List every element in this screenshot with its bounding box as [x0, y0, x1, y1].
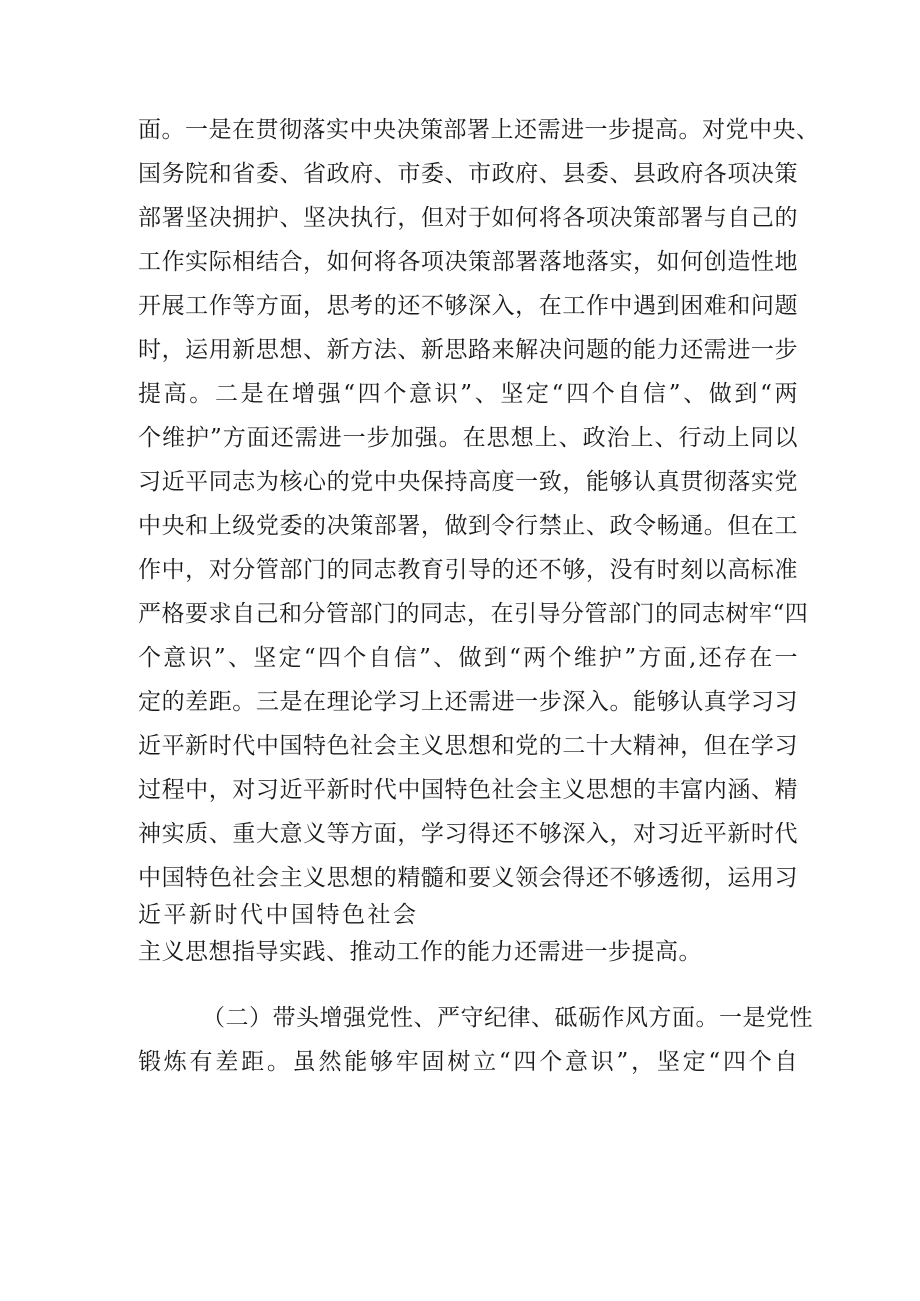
text-line: 定的差距。三是在理论学习上还需进一步深入。能够认真学习习 [138, 689, 798, 715]
text-line: 个维护”方面还需进一步加强。在思想上、政治上、行动上同以 [138, 425, 798, 451]
text-line: 习近平同志为核心的党中央保持高度一致，能够认真贯彻落实党 [138, 469, 798, 495]
text-line: 主义思想指导实践、推动工作的能力还需进一步提高。 [138, 939, 702, 965]
text-line: 提高。二是在增强“四个意识”、坚定“四个自信”、做到“两 [138, 381, 798, 407]
text-line: 近平新时代中国特色社会主义思想和党的二十大精神，但在学习 [138, 733, 798, 759]
text-line: 国务院和省委、省政府、市委、市政府、县委、县政府各项决策 [138, 161, 798, 187]
text-line: 部署坚决拥护、坚决执行，但对于如何将各项决策部署与自己的 [138, 205, 798, 231]
paragraph-gap [138, 974, 798, 996]
text-line: 开展工作等方面，思考的还不够深入，在工作中遇到困难和问题 [138, 293, 798, 319]
body-text [138, 108, 820, 1084]
text-line: 近平新时代中国特色社会 [138, 902, 419, 928]
text-line: 个意识”、坚定“四个自信”、做到“两个维护”方面,还存在一 [138, 645, 798, 671]
text-line: 时，运用新思想、新方法、新思路来解决问题的能力还需进一步 [138, 337, 798, 363]
text-line: 面。一是在贯彻落实中央决策部署上还需进一步提高。对党中央、 [138, 117, 820, 143]
text-line: 工作实际相结合，如何将各项决策部署落地落实，如何创造性地 [138, 249, 798, 275]
text-line: 锻炼有差距。虽然能够牢固树立“四个意识”，坚定“四个自 [138, 1049, 798, 1075]
text-line: 作中，对分管部门的同志教育引导的还不够，没有时刻以高标准 [138, 557, 798, 583]
text-line: 过程中，对习近平新时代中国特色社会主义思想的丰富内涵、精 [138, 777, 798, 803]
text-line: 中国特色社会主义思想的精髓和要义领会得还不够透彻，运用习 [138, 865, 798, 891]
text-line: 严格要求自己和分管部门的同志，在引导分管部门的同志树牢“四 [138, 601, 809, 627]
section-heading-line: （二）带头增强党性、严守纪律、砥砺作风方面。一是党性 [202, 1005, 813, 1031]
text-line: 中央和上级党委的决策部署，做到令行禁止、政令畅通。但在工 [138, 513, 798, 539]
text-line: 神实质、重大意义等方面，学习得还不够深入，对习近平新时代 [138, 821, 798, 847]
